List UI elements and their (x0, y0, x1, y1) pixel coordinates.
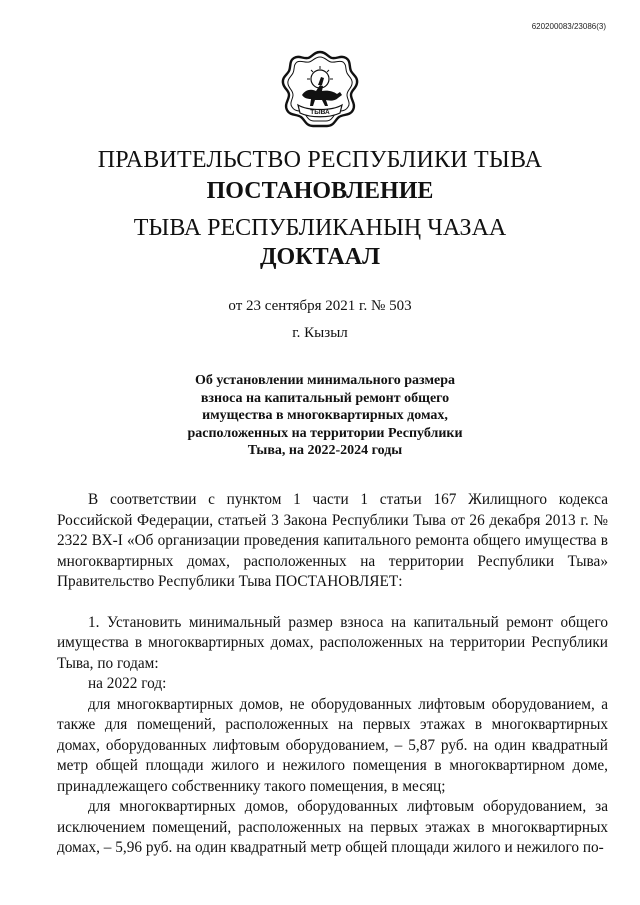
subject-line: Об установлении минимального размера (195, 373, 455, 388)
svg-text:ТЫВА: ТЫВА (310, 109, 330, 116)
year-2022-heading: на 2022 год: (88, 675, 167, 692)
item-1-paragraph: 1. Установить минимальный размер взноса на капитальный ремонт общего имущества в многоквартирных домах, расположенных на территории Республики Тыва, по годам: (57, 613, 608, 672)
subject-line: Тыва, на 2022-2024 годы (247, 443, 403, 458)
subject-line: взноса на капитальный ремонт общего (200, 390, 450, 406)
no-lift-paragraph: для многоквартирных домов, не оборудованных лифтовым оборудованием, а также для помещений, расположенных на первых этажах в многоквартирных домах, оборудованных лифтовым оборудованием, – 5,87 руб. на один квадратный метр общей площади жилого и нежилого помещения в многоквартирном доме, принадлежащего собственнику такого помещения, в месяц; (57, 695, 608, 795)
subject-line: имущества в многоквартирных домах, (202, 408, 448, 423)
subject-line: расположенных на территории Республики (187, 425, 463, 441)
decree-body (57, 490, 608, 859)
government-title-tyva: ТЫВА РЕСПУБЛИКАНЫҢ ЧАЗАА (133, 215, 507, 241)
government-title: ПРАВИТЕЛЬСТВО РЕСПУБЛИКИ ТЫВА (97, 147, 543, 173)
decree-city: г. Кызыл (292, 325, 348, 341)
decree-title: ПОСТАНОВЛЕНИЕ (206, 178, 434, 204)
decree-subject (180, 372, 470, 460)
tyva-coat-of-arms-icon (280, 49, 360, 129)
preamble-paragraph: В соответствии с пунктом 1 части 1 статьи 167 Жилищного кодекса Российской Федерации, статьей 3 Закона Республики Тыва от 26 декабря 2013 г. № 2322 ВХ-I «Об организации проведения капитального ремонта общего имущества в многоквартирных домах, расположенных на территории Республики Тыва» Правительство Республики Тыва ПОСТАНОВЛЯЕТ: (57, 491, 608, 590)
decree-title-tyva: ДОКТААЛ (260, 244, 380, 270)
decree-date-number: от 23 сентября 2021 г. № 503 (228, 298, 412, 314)
document-code: 620200083/23086(3) (531, 22, 606, 31)
lift-paragraph: для многоквартирных домов, оборудованных лифтовым оборудованием, за исключением помещений, расположенных на первых этажах в многоквартирных домах, – 5,96 руб. на один квадратный метр общей площади жилого и нежилого по- (57, 798, 608, 856)
